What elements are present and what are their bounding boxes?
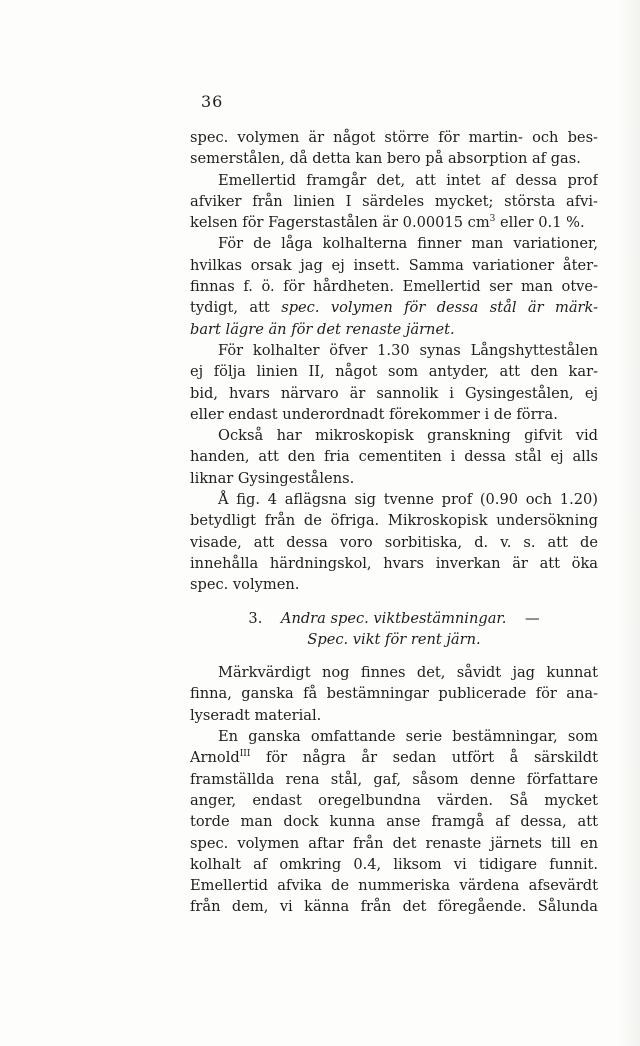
text-segment: spec. volymen aftar från det renaste järnets till en [190, 834, 598, 852]
section-number: 3. [248, 609, 263, 627]
text-segment: hvilkas orsak jag ej insett. Samma variationer åter- [190, 256, 598, 274]
text-segment: spec. volymen för dessa stål är märk- [281, 299, 598, 317]
text-line [190, 170, 598, 191]
text-segment: finna, ganska få bestämningar publicerade för ana- [190, 685, 598, 703]
text-segment: visade, att dessa voro sorbitiska, d. v. s. att de [190, 533, 598, 551]
text-section-2 [190, 662, 598, 918]
text-segment: Emellertid framgår det, att intet af dessa prof [218, 171, 598, 189]
text-segment: Också har mikroskopisk granskning gifvit vid [218, 427, 598, 445]
text-segment: Emellertid afvika de nummeriska värdena afsevärdt [190, 877, 598, 895]
text-segment: betydligt från de öfriga. Mikroskopisk undersökning [190, 512, 598, 530]
text-segment: spec. volymen är något större för martin- och bes- [190, 129, 598, 146]
paragraph [190, 726, 598, 918]
text-segment: eller 0.1 %. [495, 214, 585, 232]
text-segment: Å fig. 4 aflägsna sig tvenne prof (0.90 och 1.20) [218, 491, 598, 509]
text-line [190, 683, 598, 704]
text-segment: bart lägre än för det renaste järnet. [190, 320, 455, 338]
paragraph [190, 127, 598, 170]
section-dash: — [525, 609, 540, 627]
text-segment: finnas f. ö. för hårdheten. Emellertid ser man otve- [190, 278, 598, 296]
text-line [190, 191, 598, 212]
text-segment: liknar Gysingestålens. [190, 469, 355, 487]
text-segment: För de låga kolhalterna finner man variationer, [218, 235, 598, 253]
text-line [190, 769, 598, 790]
text-segment: kolhalt af omkring 0.4, liksom vi tidigare funnit. [190, 855, 598, 873]
text-segment: bid, hvars närvaro är sannolik i Gysingestålen, ej [190, 384, 598, 402]
text-line [190, 510, 598, 531]
text-line [190, 489, 598, 510]
text-segment: spec. volymen. [190, 576, 300, 594]
section-heading-line-1 [190, 608, 598, 629]
text-segment: ej följa linien II, något som antyder, att den kar- [190, 363, 598, 381]
text-line [190, 726, 598, 747]
text-line [190, 532, 598, 553]
text-line [190, 340, 598, 361]
text-line [190, 233, 598, 254]
text-segment: handen, att den fria cementiten i dessa stål ej alls [190, 448, 598, 466]
text-line [190, 127, 598, 148]
text-line [190, 854, 598, 875]
text-line [190, 662, 598, 683]
paragraph [190, 425, 598, 489]
text-segment: torde man dock kunna anse framgå af dessa, att [190, 813, 598, 831]
text-line [190, 425, 598, 446]
paragraph [190, 489, 598, 595]
text-line [190, 875, 598, 896]
text-segment: från dem, vi känna från det föregående. Sålunda [190, 898, 598, 916]
text-line [190, 705, 598, 726]
text-segment: En ganska omfattande serie bestämningar, som [218, 728, 598, 746]
paragraph [190, 233, 598, 339]
text-line [190, 212, 598, 233]
text-line [190, 446, 598, 467]
text-segment: tydigt, att [190, 299, 282, 317]
text-line [190, 383, 598, 404]
text-line [190, 747, 598, 768]
text-segment: För kolhalter öfver 1.30 synas Långshyttestålen [218, 341, 598, 359]
page-edge-shadow [618, 0, 640, 1046]
paragraph [190, 662, 598, 726]
page-number: 36 [201, 92, 224, 111]
text-line [190, 811, 598, 832]
text-segment: lyseradt material. [190, 706, 322, 724]
superscript: 3 [489, 214, 496, 225]
superscript: III [239, 749, 251, 760]
text-line [190, 468, 598, 489]
text-section-1 [190, 127, 598, 596]
text-segment: Arnold [190, 749, 240, 767]
text-line [190, 361, 598, 382]
text-segment: innehålla härdningskol, hvars inverkan är att öka [190, 554, 598, 572]
text-segment: Märkvärdigt nog finnes det, såvidt jag kunnat [218, 664, 598, 682]
paragraph [190, 340, 598, 425]
section-title: Andra spec. viktbestämningar. [280, 609, 507, 627]
text-line [190, 833, 598, 854]
text-segment: anger, endast oregelbundna värden. Så mycket [190, 791, 598, 809]
body-text [190, 127, 598, 918]
text-segment: för några år sedan utfört å särskildt [250, 749, 598, 767]
text-line [190, 297, 598, 318]
text-line [190, 148, 598, 169]
text-line [190, 319, 598, 340]
text-line [190, 574, 598, 595]
text-line [190, 790, 598, 811]
text-segment: framställda rena stål, gaf, såsom denne författare [190, 770, 598, 788]
text-segment: kelsen för Fagerstastålen är 0.00015 cm [190, 214, 490, 232]
section-subtitle: Spec. vikt för rent järn. [307, 630, 481, 648]
text-line [190, 553, 598, 574]
section-heading-line-2 [190, 629, 598, 650]
paragraph [190, 170, 598, 234]
text-segment: afviker från linien I särdeles mycket; största afvi- [190, 192, 598, 210]
text-line [190, 896, 598, 917]
text-segment: eller endast underordnadt förekommer i de förra. [190, 405, 558, 423]
text-line [190, 255, 598, 276]
text-segment: semerstålen, då detta kan bero på absorption af gas. [190, 150, 581, 168]
text-line [190, 404, 598, 425]
text-line [190, 276, 598, 297]
